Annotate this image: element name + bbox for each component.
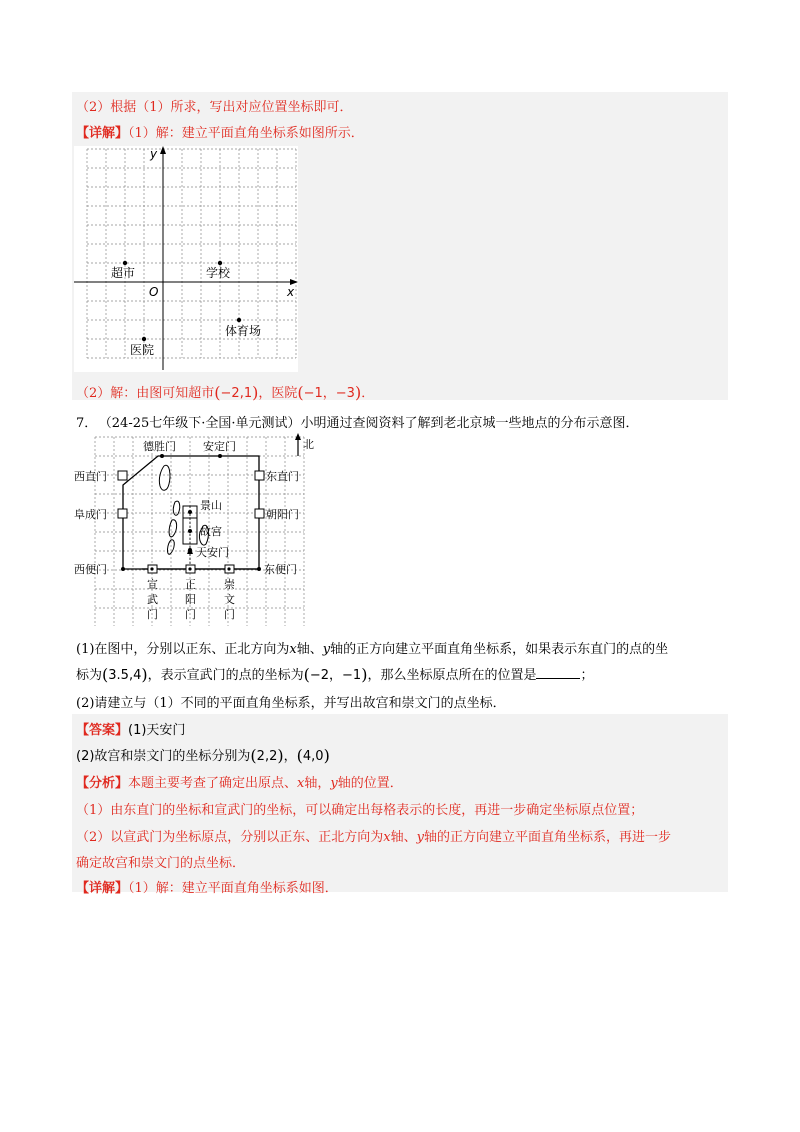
question2: (2)请建立与（1）不同的平面直角坐标系，并写出故宫和崇文门的点坐标． xyxy=(76,696,506,711)
deshengmen-label: 德胜门 xyxy=(143,440,176,453)
analysis-step1: （1）由东直门的坐标和宣武门的坐标，可以确定出每格表示的长度，再进一步确定坐标原点位置； xyxy=(76,803,644,818)
analysis-text-c: 轴的位置． xyxy=(337,776,403,791)
andingmen-label: 安定门 xyxy=(203,440,236,453)
xizhimen-gate xyxy=(118,471,127,480)
chaoyangmen-gate xyxy=(255,509,264,518)
lake-north xyxy=(159,465,170,490)
step2-x: x xyxy=(383,830,391,845)
detail-tag: 【详解】 xyxy=(76,126,129,141)
coordinate-grid-figure xyxy=(74,146,298,372)
hospital-point xyxy=(142,337,146,341)
jingshan-point xyxy=(188,510,192,514)
palace-point xyxy=(188,529,192,533)
step2-text-a: （2）以宣武门为坐标原点，分别以正东、正北方向为 xyxy=(76,830,384,845)
chongwenmen-coord: 4,0 xyxy=(302,749,324,764)
chongwenmen-char-3: 门 xyxy=(224,608,235,621)
supermarket-coord: −2,1 xyxy=(220,386,253,401)
q1-text-e: ，表示宣武门的点的坐标为 xyxy=(147,668,304,683)
chaoyangmen-label: 朝阳门 xyxy=(266,508,299,521)
xuanwumen-char-2: 武 xyxy=(147,593,158,606)
paren-open: ( xyxy=(250,746,257,765)
stadium-point xyxy=(237,318,241,322)
zhengyangmen-char-3: 门 xyxy=(185,608,196,621)
x-axis-label: x xyxy=(287,285,295,299)
problem7-stem xyxy=(76,412,639,431)
detail2-tag: 【详解】 xyxy=(76,881,129,896)
lake-middle-2 xyxy=(169,520,177,537)
answer-blank xyxy=(536,668,580,679)
q1-x: x xyxy=(289,642,297,657)
hint-part2: （2）根据（1）所求，写出对应位置坐标即可． xyxy=(76,100,353,115)
analysis-step2-cont: 确定故宫和崇文门的点坐标． xyxy=(76,856,246,871)
step2-text-c: 轴的正方向建立平面直角坐标系，再进一步 xyxy=(424,830,672,845)
xibianmen-point xyxy=(121,567,125,571)
q1-text-b: 轴、 xyxy=(296,642,323,657)
fuchengmen-label: 阜成门 xyxy=(74,508,107,521)
supermarket-point xyxy=(123,261,127,265)
paren-open: ( xyxy=(303,665,310,684)
palace-label: 故宫 xyxy=(200,525,222,538)
answer-tag: 【答案】 xyxy=(76,723,129,738)
question1-line2 xyxy=(76,664,593,683)
xibianmen-label: 西便门 xyxy=(74,563,107,576)
xuanwumen-coord: −2，−1 xyxy=(309,668,362,683)
step2-text-b: 轴、 xyxy=(390,830,417,845)
answer-part2-line xyxy=(76,382,374,401)
dongzhimen-coord: 3.5,4 xyxy=(108,668,142,683)
analysis-step2 xyxy=(76,826,671,845)
zhengyangmen-point xyxy=(188,567,191,570)
answer-line1 xyxy=(76,719,185,738)
paren-open: ( xyxy=(296,746,303,765)
analysis-line xyxy=(76,772,403,791)
detail-text: （1）解：建立平面直角坐标系如图所示． xyxy=(128,126,364,141)
north-label: 北 xyxy=(303,438,314,451)
q1-text-f: ，那么坐标原点所在的位置是 xyxy=(367,668,537,683)
origin-label: O xyxy=(149,285,159,299)
analysis-text-a: 本题主要考查了确定出原点、 xyxy=(128,776,298,791)
q1-text-g: ； xyxy=(580,668,594,683)
zhengyangmen-char-1: 正 xyxy=(185,578,196,591)
analysis-text-b: 轴， xyxy=(304,776,331,791)
palace-coord: 2,2 xyxy=(256,749,278,764)
paren-open: ( xyxy=(214,383,221,402)
answer-part2-end: ． xyxy=(361,386,375,401)
supermarket-label: 超市 xyxy=(111,266,136,280)
deshengmen-point xyxy=(160,454,164,458)
problem-stem-text: 小明通过查阅资料了解到老北京城一些地点的分布示意图． xyxy=(300,416,639,431)
y-axis-label: y xyxy=(150,147,158,161)
paren-close: ) xyxy=(354,383,362,402)
problem-source: （24-25七年级下·全国·单元测试） xyxy=(105,416,301,431)
beijing-map-figure xyxy=(72,432,322,626)
answer-part2-sep: ，医院 xyxy=(258,386,298,401)
andingmen-point xyxy=(218,454,222,458)
analysis-tag: 【分析】 xyxy=(76,776,129,791)
dongzhimen-gate xyxy=(255,471,264,480)
dongbianmen-point xyxy=(257,567,261,571)
chongwenmen-char-2: 文 xyxy=(224,593,235,606)
answer2-sep: ， xyxy=(283,749,297,764)
analysis-x: x xyxy=(297,776,305,791)
step2-y: y xyxy=(416,830,424,845)
hospital-coord: −1，−3 xyxy=(303,386,355,401)
dongzhimen-label: 东直门 xyxy=(266,470,299,483)
school-point xyxy=(218,261,222,265)
q1-text-c: 轴的正方向建立平面直角坐标系，如果表示东直门的点的坐 xyxy=(330,642,669,657)
north-arrow-head xyxy=(295,433,301,440)
paren-close: ) xyxy=(252,383,259,402)
tiananmen-point xyxy=(188,548,192,552)
q1-text-a: (1)在图中，分别以正东、正北方向为 xyxy=(76,642,290,657)
xuanwumen-char-3: 门 xyxy=(147,608,158,621)
paren-close: ) xyxy=(277,746,284,765)
detail2-text: （1）解：建立平面直角坐标系如图． xyxy=(128,881,338,896)
detail-line xyxy=(76,122,364,141)
tiananmen-label: 天安门 xyxy=(196,546,229,559)
fuchengmen-gate xyxy=(118,509,127,518)
q1-text-d: 标为 xyxy=(76,668,103,683)
analysis-y: y xyxy=(330,776,338,791)
paren-close: ) xyxy=(141,665,148,684)
paren-close: ) xyxy=(361,665,368,684)
answer-line2 xyxy=(76,745,330,764)
answer1: (1)天安门 xyxy=(128,723,186,738)
school-label: 学校 xyxy=(206,266,231,280)
xuanwumen-point xyxy=(150,567,153,570)
dongbianmen-label: 东便门 xyxy=(264,563,297,576)
figure-background xyxy=(74,146,298,372)
xizhimen-label: 西直门 xyxy=(74,470,107,483)
q1-y: y xyxy=(322,642,331,657)
xuanwumen-char-1: 宣 xyxy=(147,578,158,591)
paren-close: ) xyxy=(323,746,330,765)
detail2-line xyxy=(76,877,338,896)
paren-open: ( xyxy=(297,383,304,402)
jingshan-label: 景山 xyxy=(200,499,222,512)
question1-line1 xyxy=(76,638,668,657)
answer-part2-text: （2）解：由图可知超市 xyxy=(76,386,215,401)
chongwenmen-char-1: 崇 xyxy=(224,578,235,591)
stadium-label: 体育场 xyxy=(225,324,262,338)
zhengyangmen-char-2: 阳 xyxy=(185,593,196,606)
hospital-label: 医院 xyxy=(130,343,155,357)
paren-open: ( xyxy=(102,665,109,684)
chongwenmen-point xyxy=(227,567,230,570)
answer2-text: (2)故宫和崇文门的坐标分别为 xyxy=(76,749,251,764)
problem-number: 7． xyxy=(76,416,98,431)
